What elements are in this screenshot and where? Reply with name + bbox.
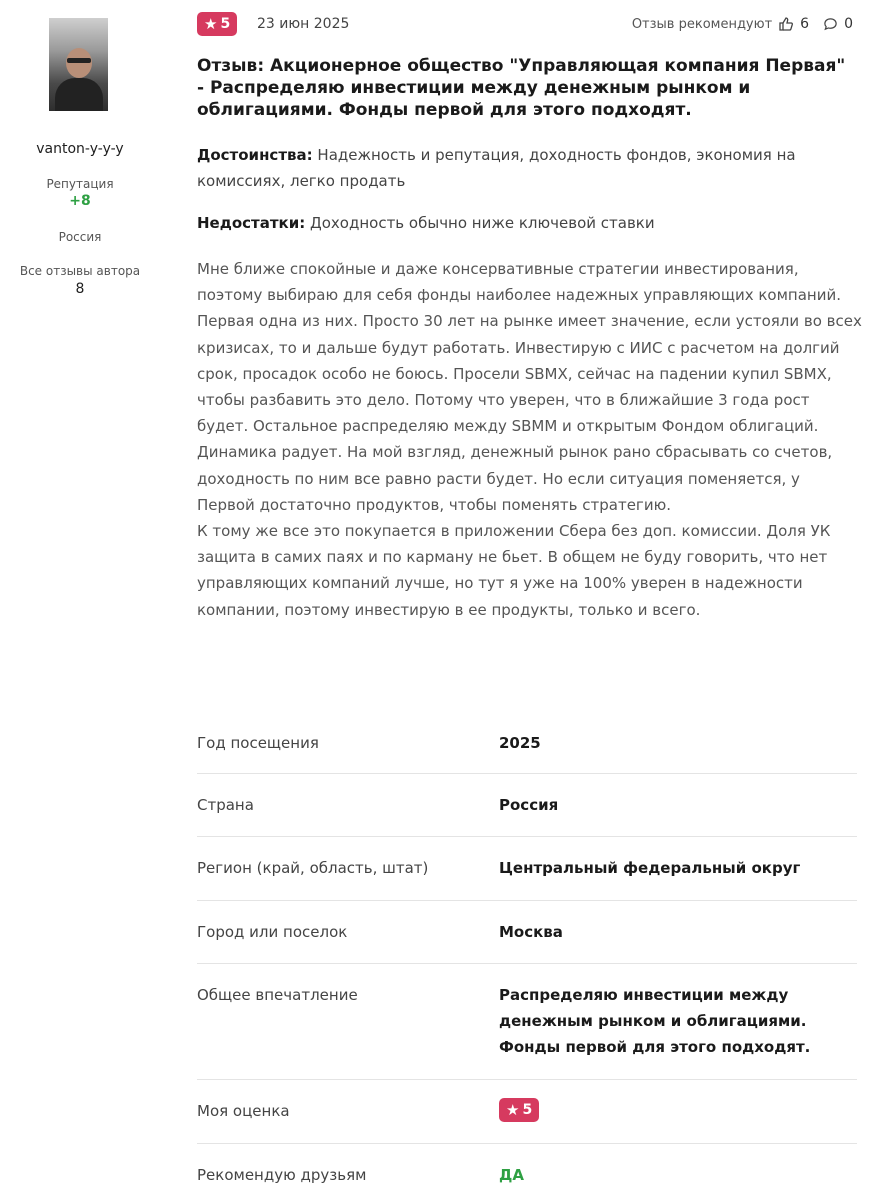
detail-row-city	[197, 901, 857, 964]
detail-row-impression	[197, 964, 857, 1080]
detail-label: Рекомендую друзьям	[197, 1166, 367, 1184]
recommend-value: ДА	[499, 1166, 524, 1184]
detail-value: Центральный федеральный округ	[499, 859, 801, 877]
reputation-label: Репутация	[46, 177, 114, 191]
all-reviews-link[interactable]: Все отзывы автора	[19, 264, 141, 278]
detail-row-rating	[197, 1080, 857, 1144]
author-country: Россия	[58, 230, 102, 244]
recommend-label: Отзыв рекомендуют	[631, 16, 773, 32]
details-table	[197, 712, 857, 1204]
comment-icon[interactable]	[823, 17, 838, 32]
detail-value: Распределяю инвестиции между денежным рынком и облигациями. Фонды первой для этого подходят.	[499, 986, 811, 1056]
comments-count: 0	[844, 16, 853, 32]
detail-value: Россия	[499, 796, 559, 814]
recommend-block	[632, 16, 853, 32]
detail-value: 2025	[499, 734, 541, 752]
cons-section	[197, 210, 857, 236]
thumbs-up-icon[interactable]	[778, 16, 794, 32]
detail-label: Город или поселок	[197, 923, 348, 941]
review-date: 23 июн 2025	[257, 16, 350, 32]
star-icon: ★	[204, 14, 218, 33]
detail-row-year	[197, 712, 857, 774]
cons-label: Недостатки:	[197, 214, 306, 232]
detail-label: Страна	[197, 796, 254, 814]
review-title: Отзыв: Акционерное общество "Управляющая компания Первая" - Распределяю инвестиции между денежным рынком и облигациями. Фонды первой для этого подходят.	[197, 56, 846, 120]
likes-count: 6	[800, 16, 810, 32]
detail-label: Регион (край, область, штат)	[197, 859, 429, 877]
detail-row-region	[197, 837, 857, 901]
rating-value: 5	[220, 16, 231, 32]
reputation-value: +8	[69, 193, 91, 209]
review-body-paragraph: Мне ближе спокойные и даже консервативные стратегии инвестирования, поэтому выбираю для себя фонды наиболее надежных управляющих компаний. Первая одна из них. Просто 30 лет на рынке имеет значение, если устояли во всех кризисах, то и дальше будут работать. Инвестирую с ИИС с расчетом на долгий срок, просадок особо не боюсь. Просели SBMX, сейчас на падении купил SBMX, чтобы разбавить это дело. Потому что уверен, что в ближайшие 3 года рост будет. Остальное распределяю между SBMM и открытым Фондом облигаций. Динамика радует. На мой взгляд, денежный рынок рано сбрасывать со счетов, доходность по ним все равно расти будет. Но если ситуация поменяется, у Первой достаточно продуктов, чтобы поменять стратегию.	[197, 260, 862, 514]
review-body-paragraph: К тому же все это покупается в приложении Сбера без доп. комиссии. Доля УК защита в самих паях и по карману не бьет. В общем не буду говорить, что нет управляющих компаний лучше, но тут я уже на 100% уверен в надежности компании, поэтому инвестирую в ее продукты, только и всего.	[197, 522, 831, 619]
detail-value: Москва	[499, 923, 563, 941]
cons-text: Доходность обычно ниже ключевой ставки	[305, 214, 655, 232]
my-rating-value: 5	[522, 1102, 533, 1118]
avatar[interactable]	[49, 18, 108, 111]
all-reviews-count[interactable]: 8	[75, 281, 85, 297]
detail-label: Год посещения	[197, 734, 319, 752]
detail-row-country	[197, 774, 857, 837]
detail-label: Моя оценка	[197, 1102, 290, 1120]
pros-text: Надежность и репутация, доходность фондов, экономия на комиссиях, легко продать	[197, 146, 796, 190]
pros-label: Достоинства:	[197, 146, 313, 164]
star-icon: ★	[506, 1100, 520, 1119]
detail-label: Общее впечатление	[197, 986, 358, 1004]
rating-badge	[197, 12, 237, 36]
detail-row-recommend	[197, 1144, 857, 1204]
author-username[interactable]: vanton-y-y-y	[36, 141, 124, 157]
my-rating-badge	[499, 1098, 539, 1122]
review-body	[197, 256, 862, 623]
pros-section	[197, 142, 857, 194]
